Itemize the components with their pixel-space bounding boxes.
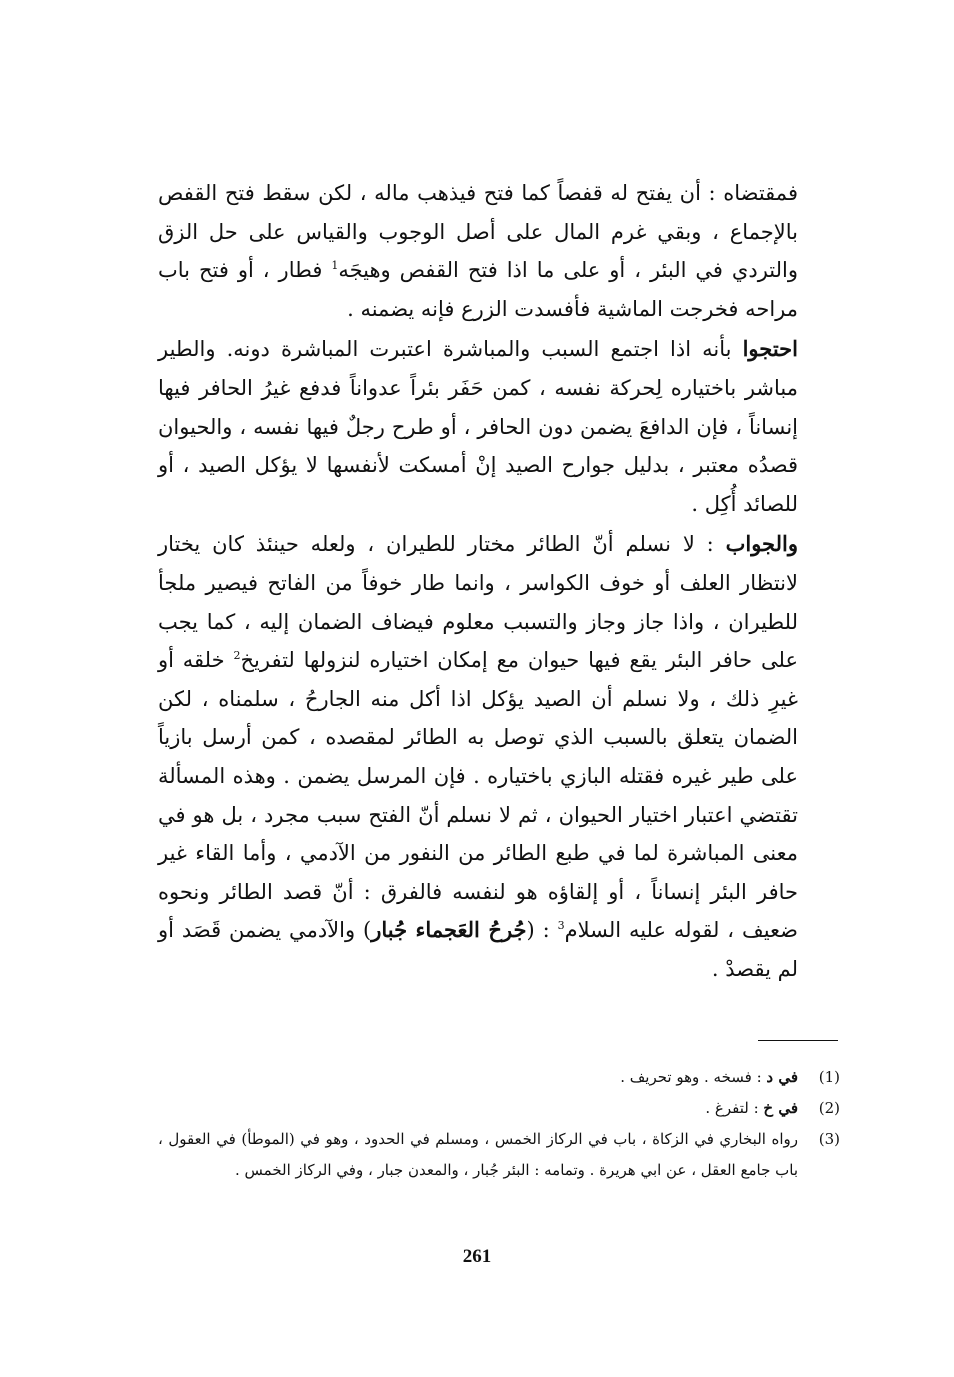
paragraph-text: بأنه اذا اجتمع السبب والمباشرة اعتبرت المباشرة دونه. والطير مباشر باختياره لِحركة نفسه ، كمن حَفَر بئراً عدواناً فدفع غيرُ الحافر فيها إنساناً ، فإن الدافعَ يضمن دون الحافر ، أو طرح رجلٌ فيها نفسه ، والحيوان قصدُه معتبر ، بدليل جوارح الصيد إنْ أمسكت لأنفسها لا يؤكل الصيد ، أو للصائد أُكِل .	[158, 337, 798, 516]
footnote-text	[158, 1124, 798, 1186]
footnote-text	[158, 1062, 798, 1093]
footnote-number: (1)	[818, 1068, 840, 1086]
paragraph-text: خلقه أو غيرِ ذلك ، ولا نسلم أن الصيد يؤكل اذا أكل منه الجارحُ ، سلمناه ، لكن الضمان يتعلق بالسبب الذي توصل به الطائر لمقصده ، كمن أرسل بازياً على طير غيره فقتله البازي باختياره . فإن المرسل يضمن . وهذه المسألة تقتضي اعتبار اختيار الحيوان ، ثم لا نسلم أنّ الفتح سبب مجرد ، بل هو في معنى المباشرة لما في طبع الطائر من النفور من الآدمي ، وأما القاء غير حافر البئر إنساناً ، أو إلقاؤه هو لنفسه فالفرق : أنّ قصد الطائر ونحوه ضعيف ، لقوله عليه السلام	[158, 648, 798, 943]
paragraph-text: فطار ، أو فتح باب مراحه فخرجت الماشية فأفسدت الزرع فإنه يضمنه .	[158, 258, 798, 321]
paragraph-text: : (	[526, 918, 558, 943]
footnote	[158, 1093, 840, 1124]
footnote-ref-2: 2	[233, 649, 241, 663]
footnote-text	[158, 1093, 798, 1124]
footnote-body: : فسخه . وهو تحريف .	[620, 1068, 767, 1086]
page-number: 261	[462, 1246, 492, 1267]
footnote-body: رواه البخاري في الزكاة ، باب في الركاز الخمس ، ومسلم في الحدود ، وهو في (الموطأ) في العقول ، باب جامع العقل ، عن ابي هريرة . وتمامه : البئر جُبار ، والمعدن جبار ، وفي الركاز الخمس .	[158, 1130, 798, 1179]
footnote-source: في خ	[763, 1099, 798, 1117]
paragraph-text: ) والآدمي يضمن قَصَد أو لم يقصدْ .	[158, 918, 798, 981]
paragraph-lead-word: احتجوا	[742, 336, 798, 362]
footnotes	[158, 1062, 840, 1186]
footnote-ref-1: 1	[331, 259, 339, 273]
footnote-number: (3)	[818, 1130, 840, 1148]
footnote-number: (2)	[818, 1099, 840, 1117]
paragraph-lead-word: والجواب	[725, 531, 798, 557]
footnote	[158, 1062, 840, 1093]
paragraph-text: فمقتضاه : أن يفتح له قفصاً كما فتح فيذهب ماله ، لكن سقط فتح القفص بالإجماع ، وبقي غرم المال على أصل الوجوب والقياس على حل الزق والتردي في البئر ، أو على ما اذا فتح القفص وهيجَه	[158, 181, 798, 283]
hadith-quote: جُرحُ العَجماء جُبار	[371, 917, 527, 943]
footnote-source: في د	[766, 1068, 798, 1086]
paragraph-2	[158, 330, 798, 523]
footnote-separator	[758, 1040, 838, 1041]
footnote	[158, 1124, 840, 1186]
paragraph-1	[158, 174, 798, 328]
footnote-ref-3: 3	[557, 919, 565, 933]
main-text	[158, 174, 798, 988]
paragraph-3	[158, 525, 798, 988]
paragraph-text: : لا نسلم أنّ الطائر مختار للطيران ، ولعله حينئذ كان يختار لانتظار العلف أو خوف الكواسر ، وانما طار خوفاً من الفاتح فيصير ملجأ للطيران ، واذا جاز وجاز والتسبب معلوم فيضاف الضمان إليه ، كما يجب على حافر البئر يقع فيها حيوان مع إمكان اختياره لنزولها لتفريخ	[158, 532, 798, 673]
footnote-body: : لتفرغ .	[705, 1099, 764, 1117]
